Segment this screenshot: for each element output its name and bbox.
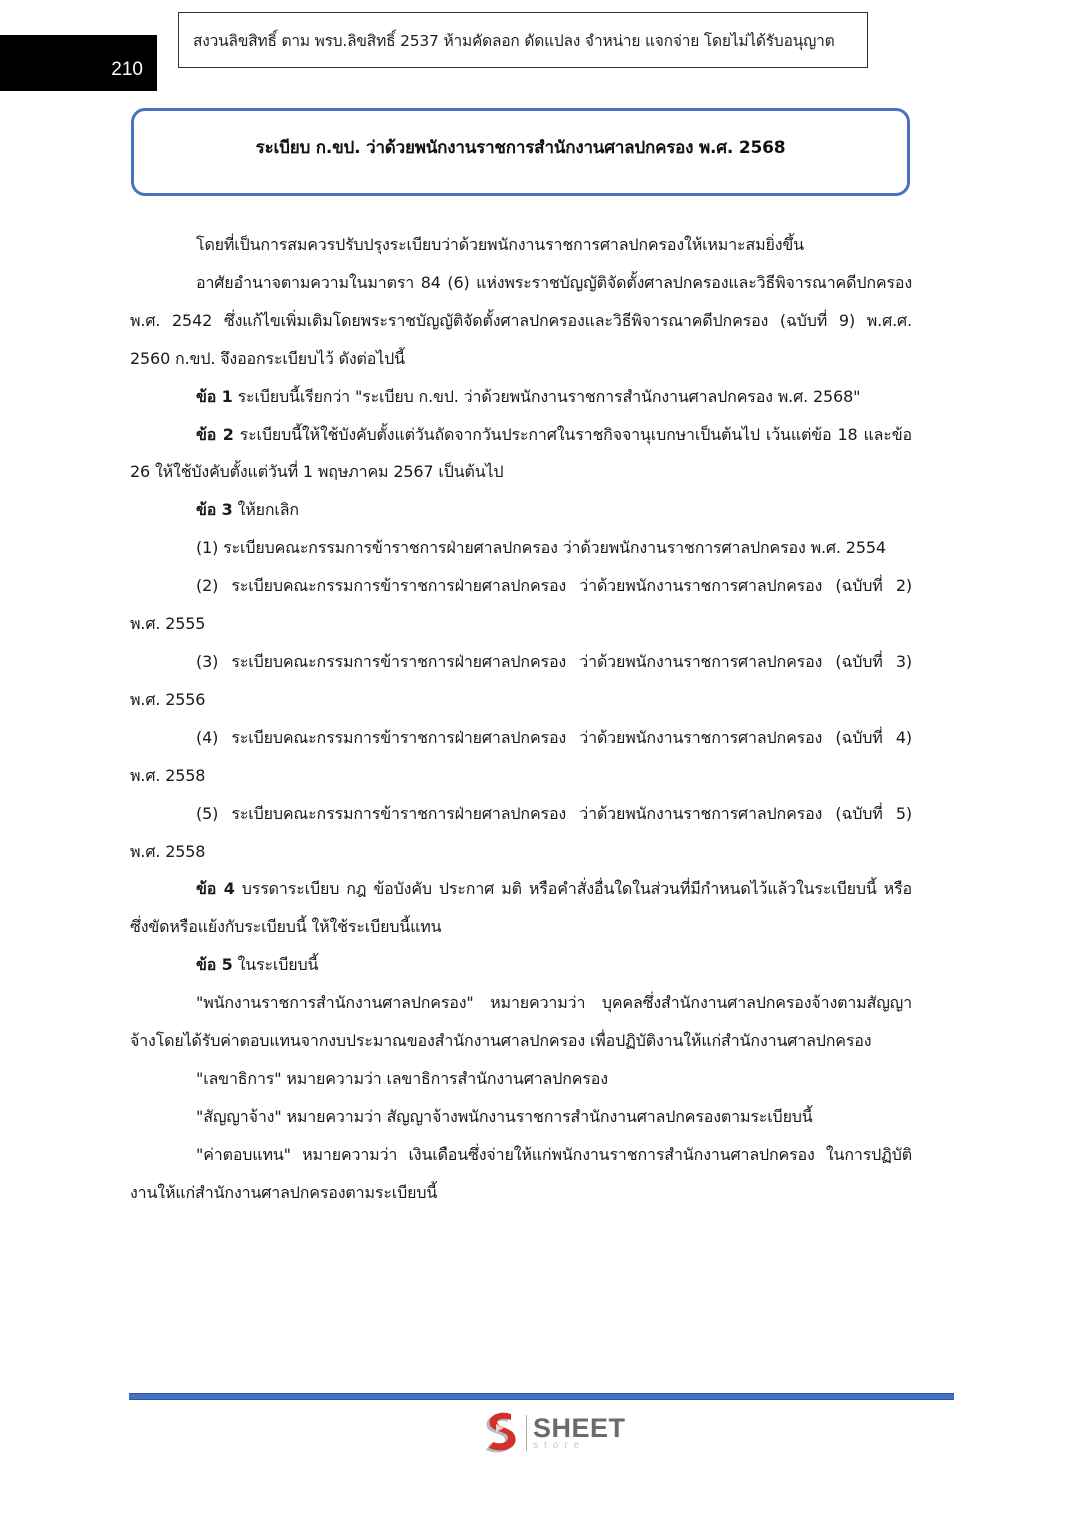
repealed-item: (1) ระเบียบคณะกรรมการข้าราชการฝ่ายศาลปกครอง ว่าด้วยพนักงานราชการศาลปกครอง พ.ศ. 2554 (196, 538, 886, 558)
repealed-item: (2) ระเบียบคณะกรรมการข้าราชการฝ่ายศาลปกครอง ว่าด้วยพนักงานราชการศาลปกครอง (ฉบับที่ 2) พ.ศ. 2555 (130, 576, 912, 634)
page-number-block (0, 35, 157, 91)
document-title: ระเบียบ ก.ขป. ว่าด้วยพนักงานราชการสำนักงานศาลปกครอง พ.ศ. 2568 (255, 137, 786, 158)
logo-divider (526, 1415, 527, 1451)
logo-sub-text: store (533, 1440, 586, 1451)
logo-main-text: SHEET (533, 1413, 626, 1443)
clause-label: ข้อ 1 (196, 386, 233, 406)
clause-text: ในระเบียบนี้ (232, 955, 319, 975)
preamble-paragraph: อาศัยอำนาจตามความในมาตรา 84 (6) แห่งพระราชบัญญัติจัดตั้งศาลปกครองและวิธีพิจารณาคดีปกครอง พ.ศ. 2542 ซึ่งแก้ไขเพิ่มเติมโดยพระราชบัญญัติจัดตั้งศาลปกครองและวิธีพิจารณาคดีปกครอง (ฉบับที่ 9) พ.ศ.ศ. 2560 ก.ขป. จึงออกระเบียบไว้ ดังต่อไปนี้ (130, 272, 912, 368)
page-number: 210 (111, 59, 143, 80)
copyright-notice: สงวนลิขสิทธิ์ ตาม พรบ.ลิขสิทธิ์ 2537 ห้ามคัดลอก ดัดแปลง จำหน่าย แจกจ่าย โดยไม่ได้รับอนุญาต (193, 31, 835, 50)
copyright-notice-box (178, 12, 868, 68)
clause-label: ข้อ 2 (196, 424, 234, 444)
clause-label: ข้อ 3 (196, 500, 233, 520)
clause-2 (130, 416, 912, 492)
footer-divider (129, 1393, 954, 1400)
clause-label: ข้อ 4 (196, 879, 235, 899)
repealed-item: (5) ระเบียบคณะกรรมการข้าราชการฝ่ายศาลปกครอง ว่าด้วยพนักงานราชการศาลปกครอง (ฉบับที่ 5) พ.ศ. 2558 (130, 803, 912, 861)
preamble-paragraph: โดยที่เป็นการสมควรปรับปรุงระเบียบว่าด้วยพนักงานราชการศาลปกครองให้เหมาะสมยิ่งขึ้น (196, 235, 804, 254)
clause-4 (130, 870, 912, 946)
clause-text: ระเบียบนี้ให้ใช้บังคับตั้งแต่วันถัดจากวันประกาศในราชกิจจานุเบกษาเป็นต้นไป เว้นแต่ข้อ 18 และข้อ 26 ให้ใช้บังคับตั้งแต่วันที่ 1 พฤษภาคม 2567 เป็นต้นไป (130, 424, 912, 482)
definition: "เลขาธิการ" หมายความว่า เลขาธิการสำนักงานศาลปกครอง (196, 1068, 608, 1088)
definition: "สัญญาจ้าง" หมายความว่า สัญญาจ้างพนักงานราชการสำนักงานศาลปกครองตามระเบียบนี้ (196, 1106, 813, 1126)
definition: "ค่าตอบแทน" หมายความว่า เงินเดือนซึ่งจ่ายให้แก่พนักงานราชการสำนักงานศาลปกครอง ในการปฏิบัติงานให้แก่สำนักงานศาลปกครองตามระเบียบนี้ (130, 1144, 912, 1202)
clause-text: ให้ยกเลิก (232, 500, 299, 520)
clause-label: ข้อ 5 (196, 955, 233, 975)
sheet-store-s-icon (478, 1410, 522, 1456)
clause-1 (130, 378, 912, 416)
clause-text: บรรดาระเบียบ กฎ ข้อบังคับ ประกาศ มติ หรือคำสั่งอื่นใดในส่วนที่มีกำหนดไว้แล้วในระเบียบนี้ หรือซึ่งขัดหรือแย้งกับระเบียบนี้ ให้ใช้ระเบียบนี้แทน (130, 879, 912, 937)
definition: "พนักงานราชการสำนักงานศาลปกครอง" หมายความว่า บุคคลซึ่งสำนักงานศาลปกครองจ้างตามสัญญาจ้างโดยได้รับค่าตอบแทนจากงบประมาณของสำนักงานศาลปกครอง เพื่อปฏิบัติงานให้แก่สำนักงานศาลปกครอง (130, 993, 912, 1051)
sheet-store-logo (478, 1410, 626, 1456)
repealed-item: (3) ระเบียบคณะกรรมการข้าราชการฝ่ายศาลปกครอง ว่าด้วยพนักงานราชการศาลปกครอง (ฉบับที่ 3) พ.ศ. 2556 (130, 651, 912, 709)
clause-text: ระเบียบนี้เรียกว่า "ระเบียบ ก.ขป. ว่าด้วยพนักงานราชการสำนักงานศาลปกครอง พ.ศ. 2568" (232, 386, 861, 406)
clause-5 (130, 946, 912, 984)
document-title-box (131, 108, 910, 196)
clause-3 (130, 491, 912, 529)
logo-wordmark (533, 1415, 626, 1451)
document-body (130, 226, 912, 1212)
repealed-item: (4) ระเบียบคณะกรรมการข้าราชการฝ่ายศาลปกครอง ว่าด้วยพนักงานราชการศาลปกครอง (ฉบับที่ 4) พ.ศ. 2558 (130, 727, 912, 785)
